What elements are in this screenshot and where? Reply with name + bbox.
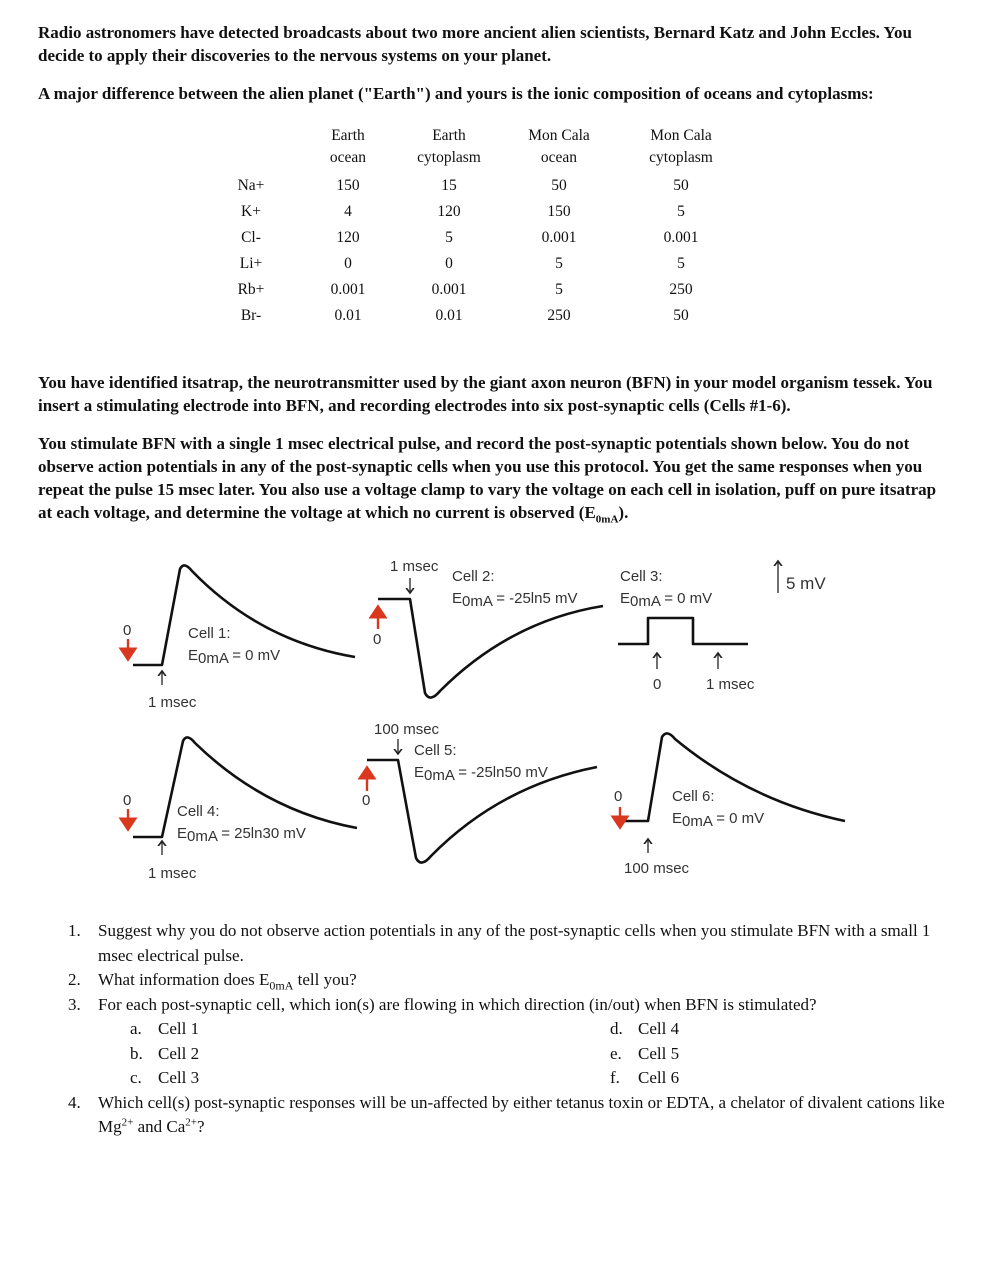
table-cell: 0.01 bbox=[334, 307, 362, 324]
eoma-sub: 0mA bbox=[187, 828, 218, 845]
question-number: 1. bbox=[68, 921, 81, 940]
eoma-rest: = -25ln50 mV bbox=[454, 764, 548, 781]
cell-label: Cell 6: bbox=[672, 788, 715, 805]
table-cell: 250 bbox=[547, 307, 571, 324]
cell-label: Cell 2: bbox=[452, 568, 495, 585]
question-text: Suggest why you do not observe action potentials in any of the post-synaptic cells when you stimulate BFN with a small 1 msec electrical pulse. bbox=[98, 921, 931, 965]
header-line: Mon Cala bbox=[650, 127, 712, 144]
question-text bbox=[98, 970, 357, 993]
sub-item-text: Cell 4 bbox=[638, 1019, 680, 1038]
eoma-rest: = 0 mV bbox=[228, 647, 281, 664]
table-cell: 4 bbox=[344, 203, 352, 220]
eoma-rest: = -25ln5 mV bbox=[492, 590, 578, 607]
q2-sub: 0mA bbox=[269, 978, 294, 993]
sub-item-letter: e. bbox=[610, 1043, 622, 1063]
time-label: 100 msec bbox=[624, 860, 690, 877]
table-cell: 50 bbox=[551, 177, 567, 194]
time-label: 1 msec bbox=[148, 865, 197, 882]
eoma-e: E bbox=[620, 590, 631, 607]
sub-item bbox=[130, 1017, 610, 1042]
eoma-e: E bbox=[414, 764, 425, 781]
ion-label: Na+ bbox=[237, 177, 265, 194]
header-line: cytoplasm bbox=[649, 149, 713, 166]
question-3 bbox=[0, 993, 948, 1018]
q4-post: ? bbox=[197, 1117, 205, 1136]
header-line: cytoplasm bbox=[417, 149, 481, 166]
table-cell: 50 bbox=[673, 307, 689, 324]
question-text: For each post-synaptic cell, which ion(s) are flowing in which direction (in/out) when BFN is stimulated? bbox=[98, 994, 817, 1014]
sub-item-letter: c. bbox=[130, 1068, 142, 1087]
sub-item-letter: d. bbox=[610, 1019, 623, 1038]
ion-table bbox=[0, 125, 990, 331]
intro-paragraph-2: A major difference between the alien planet ("Earth") and yours is the ionic composition of oceans and cytoplasms: bbox=[38, 84, 874, 103]
eoma-rest: = 25ln30 mV bbox=[217, 825, 306, 842]
eoma-sub: 0mA bbox=[462, 593, 493, 610]
cell-label: Cell 4: bbox=[177, 803, 220, 820]
sub-item-letter: a. bbox=[130, 1019, 142, 1038]
header-line: ocean bbox=[329, 149, 367, 166]
eoma-sub: 0mA bbox=[424, 767, 455, 784]
p4-end: ). bbox=[618, 503, 629, 522]
time-label: 1 msec bbox=[390, 558, 439, 575]
table-cell: 0 bbox=[445, 255, 453, 272]
paragraph-4 bbox=[38, 432, 950, 524]
zero-label: 0 bbox=[614, 788, 623, 805]
question-number: 2. bbox=[68, 970, 81, 989]
table-cell: 0.01 bbox=[435, 307, 463, 324]
table-cell: 120 bbox=[437, 203, 461, 220]
zero-label: 0 bbox=[653, 676, 662, 693]
time-label: 1 msec bbox=[706, 676, 755, 693]
eoma-label bbox=[177, 825, 306, 845]
question-number: 4. bbox=[68, 1092, 81, 1112]
time-label: 1 msec bbox=[148, 694, 197, 711]
sub-item-letter: f. bbox=[610, 1068, 620, 1087]
sub-item bbox=[130, 1066, 610, 1091]
sub-item-text: Cell 6 bbox=[638, 1068, 680, 1087]
table-cell: 150 bbox=[547, 203, 571, 220]
sub-item bbox=[130, 1042, 610, 1067]
header-line: ocean bbox=[540, 149, 578, 166]
table-cell: 150 bbox=[336, 177, 360, 194]
trace-cell-3 bbox=[618, 618, 748, 644]
eoma-label bbox=[620, 590, 712, 610]
table-cell: 5 bbox=[677, 203, 685, 220]
question-2 bbox=[0, 968, 948, 993]
p4-text: You stimulate BFN with a single 1 msec electrical pulse, and record the post-synaptic potentials shown below. You do not observe action potentials in any of the post-synaptic cells when you use this protocol. You get the same responses when you repeat the pulse 15 msec later. You also use a voltage clamp to vary the voltage on each cell in isolation, puff on pure itsatrap at each voltage, and determine the voltage at which no current is observed (E bbox=[38, 434, 937, 522]
table-cell: 0.001 bbox=[541, 229, 577, 246]
col-header bbox=[499, 125, 619, 169]
table-cell: 250 bbox=[669, 281, 693, 298]
table-cell: 5 bbox=[677, 255, 685, 272]
table-cell: 15 bbox=[441, 177, 457, 194]
sub-item-text: Cell 2 bbox=[158, 1043, 200, 1063]
sub-item bbox=[610, 1017, 950, 1042]
eoma-label bbox=[672, 810, 764, 830]
scale-label: 5 mV bbox=[786, 574, 826, 593]
eoma-label bbox=[414, 764, 548, 784]
eoma-label bbox=[188, 647, 280, 667]
zero-label: 0 bbox=[123, 792, 132, 809]
q2-pre: What information does E bbox=[98, 970, 270, 989]
eoma-e: E bbox=[188, 647, 199, 664]
header-line: Earth bbox=[331, 127, 365, 144]
q2-post: tell you? bbox=[293, 970, 357, 989]
eoma-sub: 0mA bbox=[630, 593, 661, 610]
psp-figure bbox=[0, 546, 990, 901]
table-cell: 5 bbox=[555, 281, 563, 298]
cell-label: Cell 1: bbox=[188, 625, 231, 642]
zero-label: 0 bbox=[123, 622, 132, 639]
question-1 bbox=[0, 919, 948, 968]
col-header bbox=[621, 125, 741, 169]
eoma-e: E bbox=[672, 810, 683, 827]
eoma-sub: 0mA bbox=[682, 813, 713, 830]
table-cell: 0.001 bbox=[663, 229, 699, 246]
eoma-rest: = 0 mV bbox=[712, 810, 765, 827]
ion-label: Rb+ bbox=[237, 281, 265, 298]
cell-label: Cell 3: bbox=[620, 568, 663, 585]
eoma-e: E bbox=[452, 590, 463, 607]
table-cell: 50 bbox=[673, 177, 689, 194]
sub-item-letter: b. bbox=[130, 1043, 143, 1063]
p4-sub: 0mA bbox=[595, 513, 619, 526]
paragraph-3: You have identified itsatrap, the neurotransmitter used by the giant axon neuron (BFN) in your model organism tessek. You insert a stimulating electrode into BFN, and recording electrodes into six post-synaptic cells (Cells #1-6). bbox=[38, 373, 933, 415]
trace-cell-2 bbox=[378, 599, 603, 698]
trace-cell-6 bbox=[620, 733, 845, 821]
header-line: Mon Cala bbox=[528, 127, 590, 144]
q4-sup: 2+ bbox=[121, 1116, 134, 1129]
q4-pre: Which cell(s) post-synaptic responses will be un-affected by either tetanus toxin or EDTA, a chelator of divalent cations like Mg bbox=[98, 1092, 945, 1136]
eoma-label bbox=[452, 590, 578, 610]
table-cell: 5 bbox=[445, 229, 453, 246]
table-cell: 0.001 bbox=[330, 281, 366, 298]
question-text bbox=[98, 1093, 945, 1137]
eoma-rest: = 0 mV bbox=[660, 590, 713, 607]
question-number: 3. bbox=[68, 994, 81, 1014]
table-cell: 120 bbox=[336, 229, 360, 246]
sub-item bbox=[610, 1042, 950, 1067]
ion-label: K+ bbox=[241, 203, 261, 220]
eoma-sub: 0mA bbox=[198, 650, 229, 667]
col-header bbox=[389, 125, 509, 169]
sub-item bbox=[610, 1066, 950, 1091]
cell-label: Cell 5: bbox=[414, 742, 457, 759]
table-cell: 5 bbox=[555, 255, 563, 272]
ion-label: Li+ bbox=[239, 255, 263, 272]
question-4 bbox=[0, 1091, 948, 1140]
ion-label: Cl- bbox=[241, 229, 261, 246]
time-label: 100 msec bbox=[374, 721, 440, 738]
sub-item-text: Cell 3 bbox=[158, 1068, 200, 1087]
q4-mid: and Ca bbox=[133, 1117, 186, 1136]
intro-paragraph-1: Radio astronomers have detected broadcasts about two more ancient alien scientists, Bernard Katz and John Eccles. You decide to apply their discoveries to the nervous systems on your planet. bbox=[38, 23, 912, 65]
eoma-e: E bbox=[177, 825, 188, 842]
zero-label: 0 bbox=[373, 631, 382, 648]
table-cell: 0.001 bbox=[431, 281, 467, 298]
table-cell: 0 bbox=[344, 255, 352, 272]
sub-item-list bbox=[130, 1017, 990, 1091]
sub-item-text: Cell 1 bbox=[158, 1019, 200, 1038]
zero-label: 0 bbox=[362, 792, 371, 809]
q4-sup: 2+ bbox=[185, 1116, 197, 1129]
trace-cell-4 bbox=[133, 737, 357, 837]
sub-item-text: Cell 5 bbox=[638, 1043, 680, 1063]
ion-label: Br- bbox=[240, 307, 262, 324]
header-line: Earth bbox=[432, 127, 466, 144]
